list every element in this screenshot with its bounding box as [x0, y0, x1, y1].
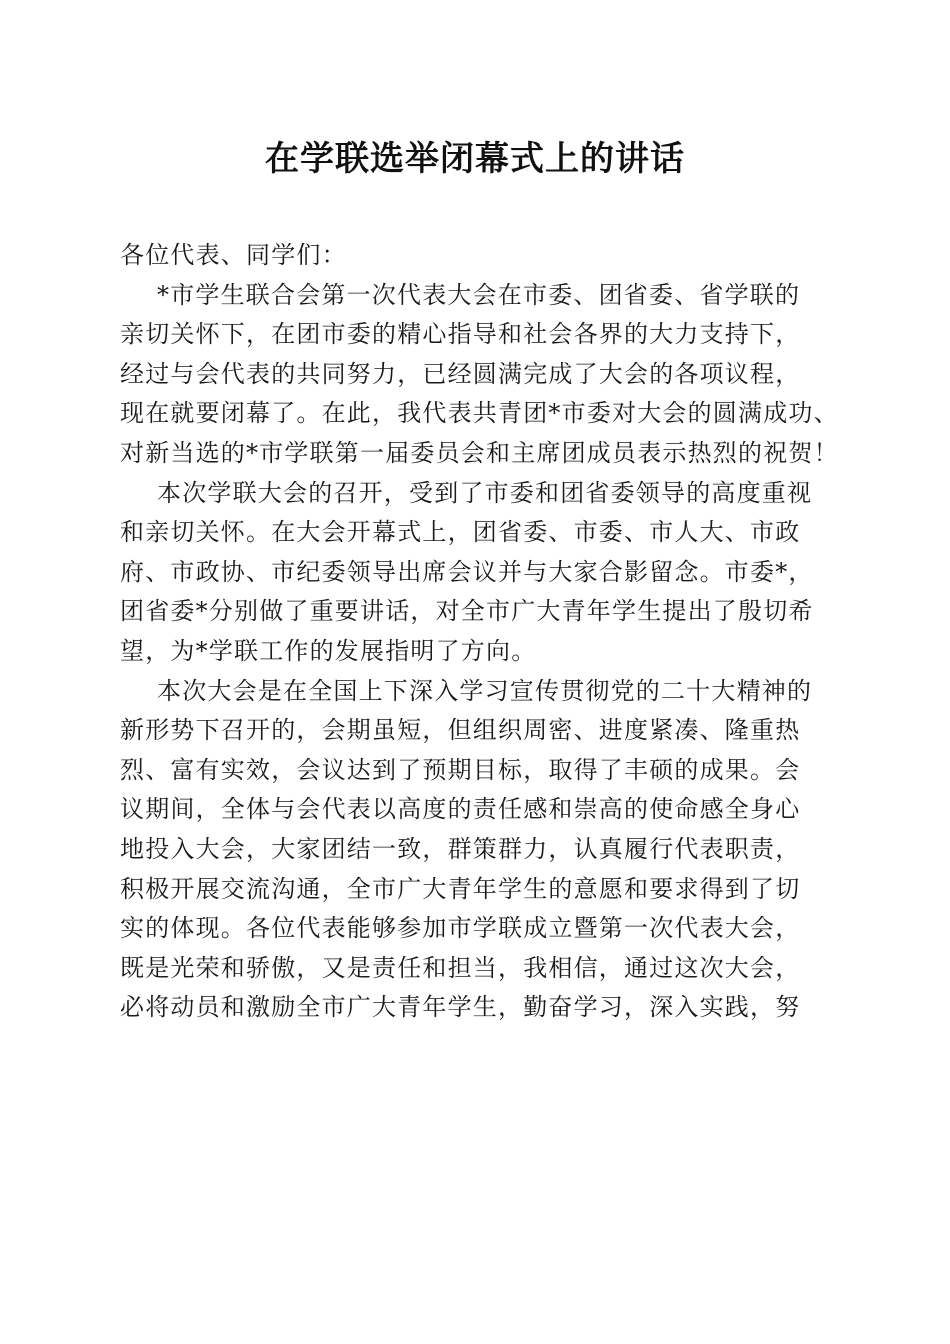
text-line: 望，为*学联工作的发展指明了方向。 — [120, 636, 537, 665]
text-line: 经过与会代表的共同努力，已经圆满完成了大会的各项议程， — [120, 359, 801, 388]
salutation-line: 各位代表、同学们： — [120, 241, 347, 269]
text-line: 本次学联大会的召开，受到了市委和团省委领导的高度重视 — [157, 478, 813, 507]
text-line: 亲切关怀下，在团市委的精心指导和社会各界的大力支持下， — [120, 320, 801, 349]
text-line: 现在就要闭幕了。在此，我代表共青团*市委对大会的圆满成功、 — [120, 399, 839, 428]
document-body — [120, 236, 840, 1028]
document-title: 在学联选举闭幕式上的讲话 — [265, 139, 685, 179]
text-line: *市学生联合会第一次代表大会在市委、团省委、省学联的 — [157, 280, 801, 309]
text-line: 地投入大会，大家团结一致，群策群力，认真履行代表职责， — [120, 834, 801, 863]
text-line: 议期间，全体与会代表以高度的责任感和崇高的使命感全身心 — [120, 795, 801, 824]
text-line: 实的体现。各位代表能够参加市学联成立暨第一次代表大会， — [120, 914, 801, 943]
text-line: 烈、富有实效，会议达到了预期目标，取得了丰硕的成果。会 — [120, 755, 801, 784]
text-line: 本次大会是在全国上下深入学习宣传贯彻党的二十大精神的 — [157, 676, 813, 705]
text-line: 团省委*分别做了重要讲话，对全市广大青年学生提出了殷切希 — [120, 597, 814, 626]
text-line: 府、市政协、市纪委领导出席会议并与大家合影留念。市委*， — [120, 557, 814, 586]
text-line: 和亲切关怀。在大会开幕式上，团省委、市委、市人大、市政 — [120, 518, 801, 547]
text-line: 新形势下召开的，会期虽短，但组织周密、进度紧凑、隆重热 — [120, 716, 801, 745]
text-line: 必将动员和激励全市广大青年学生，勤奋学习，深入实践，努 — [120, 993, 801, 1022]
text-line: 积极开展交流沟通，全市广大青年学生的意愿和要求得到了切 — [120, 874, 801, 903]
text-line: 对新当选的*市学联第一届委员会和主席团成员表示热烈的祝贺！ — [120, 438, 839, 467]
text-line: 既是光荣和骄傲，又是责任和担当，我相信，通过这次大会， — [120, 953, 801, 982]
